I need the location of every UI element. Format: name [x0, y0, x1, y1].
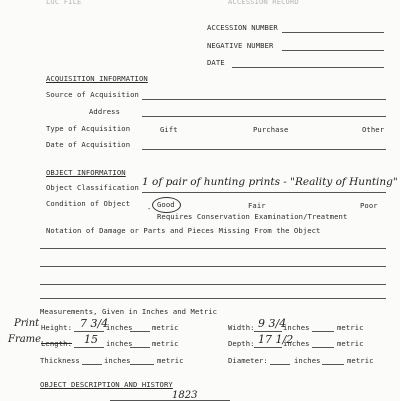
type-label: Type of Acquisition [46, 124, 131, 133]
length-value: 15 [84, 333, 98, 346]
faint-header-left: LOC FILE [46, 0, 82, 6]
description-date-value: 1823 [172, 390, 198, 401]
negative-number-label: NEGATIVE NUMBER [207, 41, 274, 50]
acquisition-heading: ACQUISITION INFORMATION [46, 74, 148, 83]
source-line[interactable] [142, 99, 386, 100]
width-metric-line[interactable] [312, 331, 334, 332]
width-inches-label: inches [283, 323, 310, 332]
length-metric-line[interactable] [130, 347, 150, 348]
classification-label: Object Classification [46, 183, 139, 192]
source-label: Source of Acquisition [46, 90, 139, 99]
thickness-inches-label: inches [104, 356, 131, 365]
height-metric-line[interactable] [130, 331, 150, 332]
object-heading: OBJECT INFORMATION [46, 168, 126, 177]
height-inches-label: inches [106, 323, 133, 332]
thickness-metric-line[interactable] [130, 364, 154, 365]
diameter-inches-line[interactable] [270, 364, 290, 365]
negative-number-line[interactable] [282, 50, 384, 51]
width-value: 9 3/4 [258, 317, 287, 330]
depth-metric-line[interactable] [312, 347, 334, 348]
fair-option[interactable]: Fair [248, 201, 266, 210]
height-value: 7 3/4 [80, 317, 109, 330]
thickness-inches-line[interactable] [82, 364, 102, 365]
diameter-metric-label: metric [347, 356, 374, 365]
accession-number-line[interactable] [282, 32, 384, 33]
classification-line[interactable] [142, 192, 386, 193]
depth-inches-label: inches [283, 339, 310, 348]
length-label: Length: [41, 339, 72, 348]
measurements-heading: Measurements, Given in Inches and Metric [40, 307, 218, 316]
date-label: DATE [207, 58, 225, 67]
classification-value: 1 of pair of hunting prints - "Reality of Hunting" [142, 176, 398, 188]
damage-line-3[interactable] [40, 284, 386, 285]
other-option[interactable]: Other [362, 125, 385, 134]
accession-number-label: ACCESSION NUMBER [207, 23, 278, 32]
damage-line-1[interactable] [40, 248, 386, 249]
conservation-option[interactable]: Requires Conservation Examination/Treatment [157, 212, 348, 221]
acquisition-date-label: Date of Acquisition [46, 140, 131, 149]
thickness-metric-label: metric [157, 356, 184, 365]
poor-option[interactable]: Poor [360, 201, 378, 210]
width-label: Width: [228, 323, 255, 332]
diameter-metric-line[interactable] [322, 364, 344, 365]
good-option[interactable]: Good [157, 200, 175, 209]
address-line[interactable] [142, 116, 386, 117]
width-metric-label: metric [337, 323, 364, 332]
depth-value: 17 1/2 [258, 333, 294, 346]
print-note: Print [14, 318, 40, 329]
diameter-inches-label: inches [294, 356, 321, 365]
frame-note: Frame [8, 334, 42, 345]
faint-header-right: ACCESSION RECORD [228, 0, 299, 6]
height-inches-line[interactable] [74, 331, 104, 332]
length-inches-label: inches [106, 339, 133, 348]
address-label: Address [89, 107, 120, 116]
depth-metric-label: metric [337, 339, 364, 348]
description-heading: OBJECT DESCRIPTION AND HISTORY [40, 380, 173, 389]
date-line[interactable] [232, 67, 384, 68]
length-inches-line[interactable] [74, 347, 104, 348]
depth-inches-line[interactable] [254, 347, 282, 348]
length-metric-label: metric [152, 339, 179, 348]
height-label: Height: [41, 323, 72, 332]
condition-label: Condition of Object [46, 199, 131, 208]
diameter-label: Diameter: [228, 356, 268, 365]
damage-label: Notation of Damage or Parts and Pieces Missing From the Object [46, 226, 321, 235]
depth-label: Depth: [228, 339, 255, 348]
width-inches-line[interactable] [254, 331, 282, 332]
condition-dash: - [147, 204, 152, 213]
gift-option[interactable]: Gift [160, 125, 178, 134]
damage-line-4[interactable] [40, 298, 386, 299]
height-metric-label: metric [152, 323, 179, 332]
purchase-option[interactable]: Purchase [253, 125, 289, 134]
thickness-label: Thickness [40, 356, 80, 365]
acquisition-date-line[interactable] [142, 149, 386, 150]
damage-line-2[interactable] [40, 266, 386, 267]
